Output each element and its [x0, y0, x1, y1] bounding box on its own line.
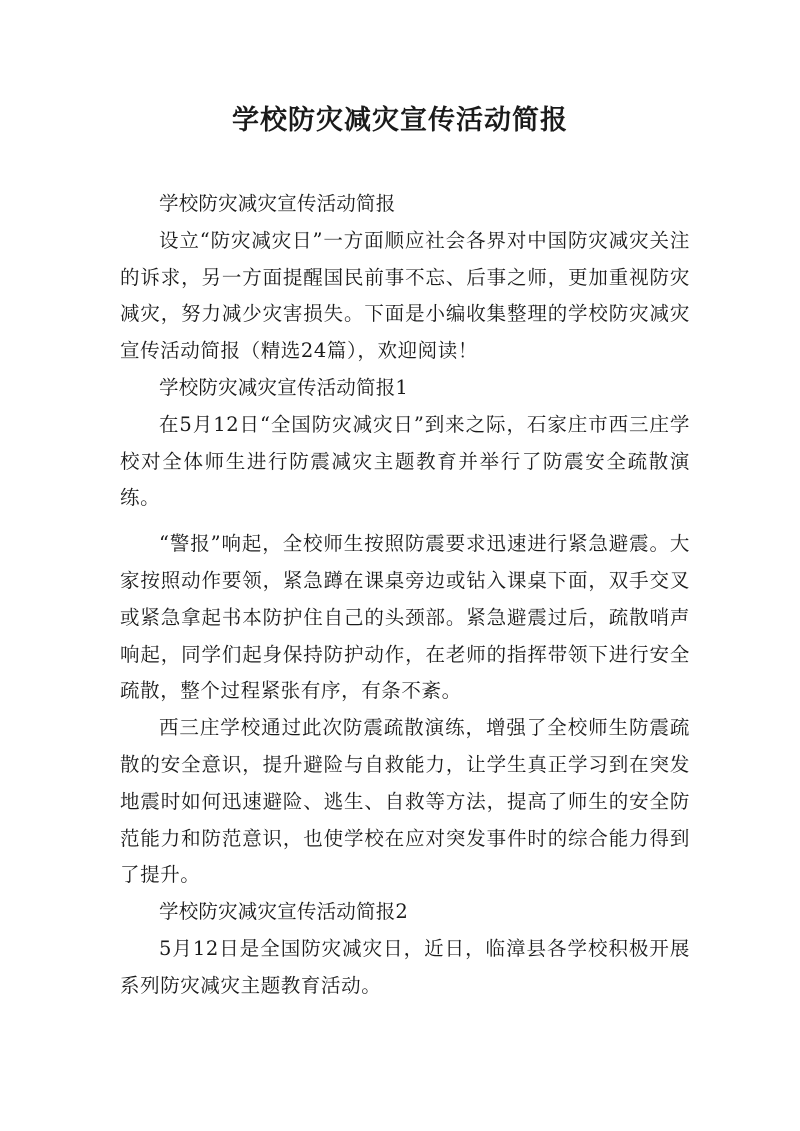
- document-title: 学校防灾减灾宣传活动简报: [232, 105, 568, 136]
- document-body: [120, 186, 690, 1005]
- paragraph-gap: [120, 517, 690, 526]
- paragraph: “警报”响起，全校师生按照防震要求迅速进行紧急避震。大家按照动作要领，紧急蹲在课桌旁边或钻入课桌下面，双手交叉或紧急拿起书本防护住自己的头颈部。紧急避震过后，疏散哨声响起，同学们起身保持防护动作，在老师的指挥带领下进行安全疏散，整个过程紧张有序，有条不紊。: [120, 532, 690, 703]
- section-heading-1: 学校防灾减灾宣传活动简报1: [159, 375, 409, 399]
- intro-paragraph: 设立“防灾减灾日”一方面顺应社会各界对中国防灾减灾关注的诉求，另一方面提醒国民前事不忘、后事之师，更加重视防灾减灾，努力减少灾害损失。下面是小编收集整理的学校防灾减灾宣传活动简报（精选24篇），欢迎阅读！: [120, 228, 690, 363]
- paragraph: 西三庄学校通过此次防震疏散演练，增强了全校师生防震疏散的安全意识，提升避险与自救能力，让学生真正学习到在突发地震时如何迅速避险、逃生、自救等方法，提高了师生的安全防范能力和防范意识，也使学校在应对突发事件时的综合能力得到了提升。: [120, 716, 690, 887]
- paragraph: 在5月12日“全国防灾减灾日”到来之际，石家庄市西三庄学校对全体师生进行防震减灾主题教育并举行了防震安全疏散演练。: [120, 412, 690, 510]
- section-heading-2: 学校防灾减灾宣传活动简报2: [159, 900, 409, 924]
- section-heading: 学校防灾减灾宣传活动简报: [159, 192, 396, 215]
- paragraph: 5月12日是全国防灾减灾日，近日，临漳县各学校积极开展系列防灾减灾主题教育活动。: [120, 936, 690, 997]
